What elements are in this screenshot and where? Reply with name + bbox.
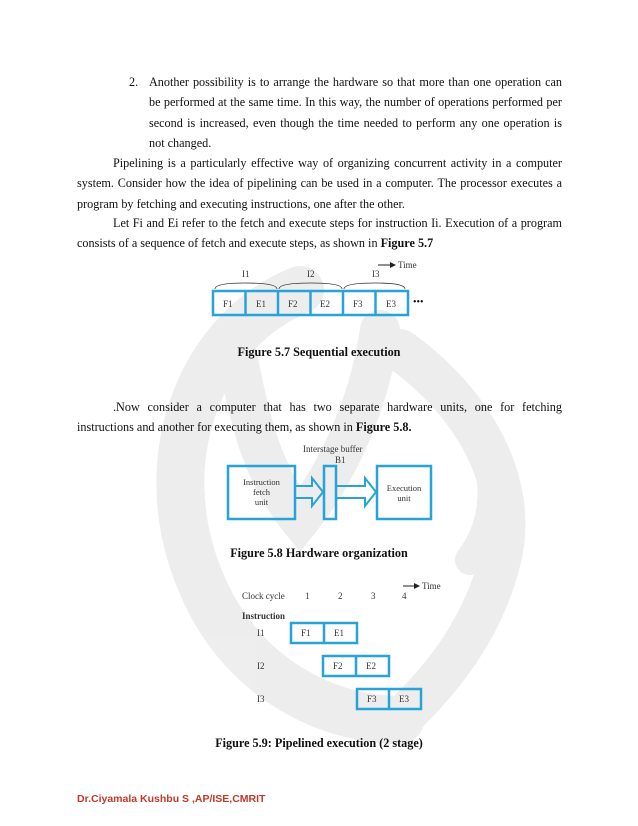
time-label: Time [398, 260, 417, 270]
buffer-label-b1: B1 [335, 455, 346, 465]
brace-i3 [344, 283, 405, 289]
figure-5-9-diagram [240, 578, 445, 713]
fetch-unit-label-1: Instruction [243, 477, 280, 487]
row-i3-cell-e: E3 [399, 694, 409, 704]
instr-label-2: I2 [307, 269, 315, 279]
exec-unit-label-2: unit [397, 493, 411, 503]
fetch-unit-label-3: unit [254, 497, 269, 507]
row-label-i3: I3 [257, 694, 265, 704]
brace-i2 [279, 283, 342, 289]
exec-unit-label-1: Execution [386, 483, 422, 493]
cycle-3: 3 [371, 591, 376, 601]
footer-author: Dr.Ciyamala Kushbu S ,AP/ISE,CMRIT [77, 793, 266, 805]
row-i2-cell-e: E2 [366, 661, 376, 671]
list-number: 2. [129, 75, 139, 89]
arrow-to-execution-icon [336, 478, 376, 506]
buffer-label: Interstage buffer [303, 444, 363, 454]
list-item-text: Another possibility is to arrange the hardware so that more than one operation can be performed at the same time. In this way, the number of operations performed per second is increased, even though the time needed to perform any one operation is not changed. [149, 75, 562, 150]
cell-e3: E3 [386, 299, 396, 309]
row-i2-cell-f: F2 [333, 661, 343, 671]
cycle-4: 4 [402, 591, 407, 601]
clock-cycle-label: Clock cycle [242, 591, 285, 601]
brace-i1 [215, 283, 277, 289]
cycle-1: 1 [305, 591, 310, 601]
figure-ref-5-8: Figure 5.8. [355, 420, 412, 435]
row-label-i1: I1 [257, 628, 265, 638]
figure-5-7-diagram [205, 259, 445, 321]
paragraph-pipelining: Pipelining is a particularly effective way of organizing concurrent activity in a computer system. Consider how the idea of pipelining can be used in a computer. The processor executes a program by fetching and executing instructions, one after the other. [77, 156, 562, 211]
row-i1-cell-f: F1 [301, 628, 311, 638]
instr-label-1: I1 [242, 269, 250, 279]
paragraph-fetch-execute [77, 213, 562, 254]
figure-5-7-caption: Figure 5.7 Sequential execution [237, 345, 401, 359]
figure-5-8-caption: Figure 5.8 Hardware organization [230, 546, 408, 560]
fetch-unit-label-2: fetch [253, 487, 270, 497]
figure-ref-5-7: Figure 5.7 [380, 236, 434, 251]
paragraph-hardware-units [77, 397, 562, 438]
instr-label-3: I3 [372, 269, 380, 279]
paragraph-text: .Now consider a computer that has two separate hardware units, one for fetching instructions and another for executing them, as shown in [77, 400, 562, 435]
cell-f1: F1 [223, 299, 233, 309]
cell-e2: E2 [320, 299, 330, 309]
cell-e1: E1 [256, 299, 266, 309]
figure-5-8-diagram [225, 442, 440, 524]
row-i3-cell-f: F3 [367, 694, 377, 704]
instruction-header: Instruction [242, 611, 286, 621]
interstage-buffer-box [324, 466, 336, 519]
time-arrow-icon [390, 262, 396, 268]
row-i1-cell-e: E1 [334, 628, 344, 638]
row-label-i2: I2 [257, 661, 265, 671]
cycle-2: 2 [338, 591, 343, 601]
time-label: Time [422, 581, 441, 591]
arrow-to-buffer-icon [295, 478, 323, 506]
time-arrow-icon [414, 583, 420, 589]
cell-f2: F2 [288, 299, 298, 309]
figure-5-9-caption: Figure 5.9: Pipelined execution (2 stage) [215, 736, 423, 750]
paragraph-text: Let Fi and Ei refer to the fetch and execute steps for instruction Ii. Execution of a program consists of a sequence of fetch and execute steps, as shown in [77, 216, 562, 251]
cell-f3: F3 [353, 299, 363, 309]
ellipsis: ••• [413, 297, 424, 308]
